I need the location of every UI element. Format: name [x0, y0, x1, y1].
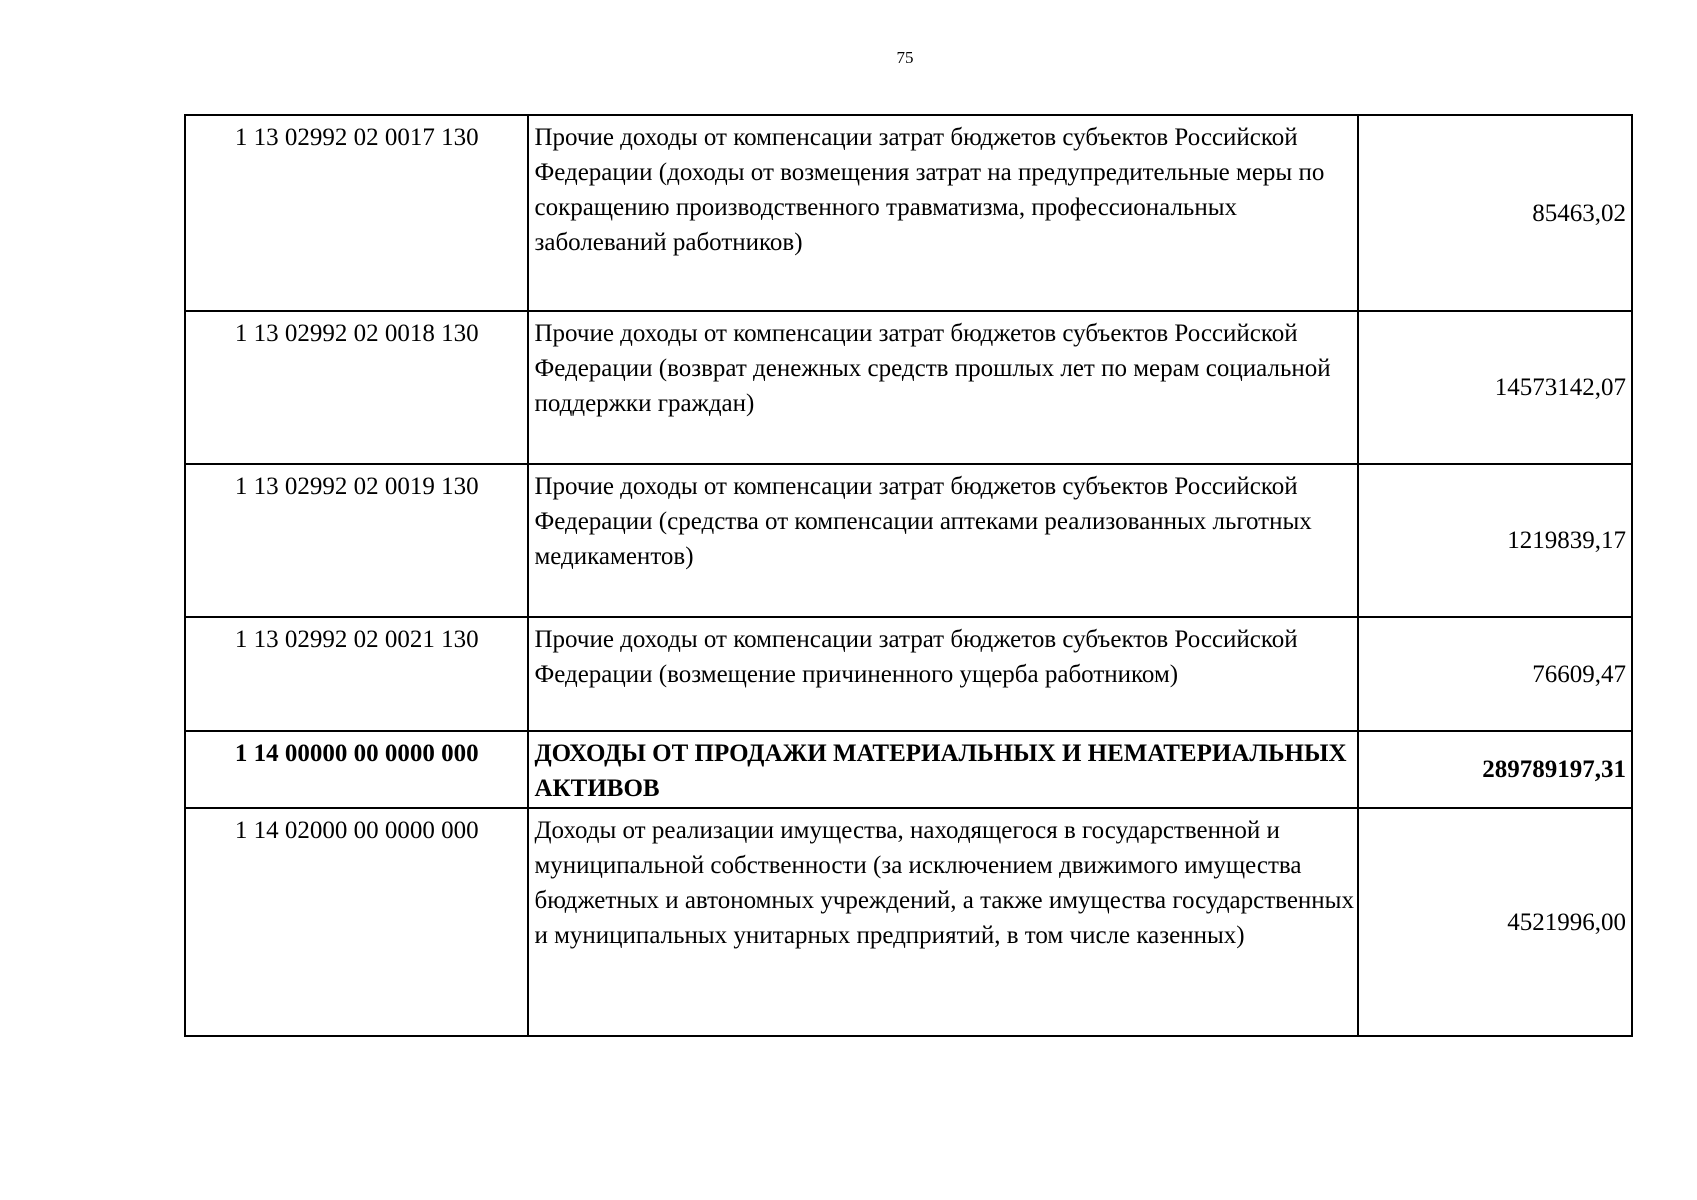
budget-code-cell: 1 13 02992 02 0021 130 — [185, 617, 528, 731]
budget-code-cell: 1 13 02992 02 0017 130 — [185, 115, 528, 311]
table-row-section-total — [185, 731, 1632, 808]
amount-cell: 289789197,31 — [1358, 731, 1632, 808]
table-row — [185, 464, 1632, 617]
page-number: 75 — [896, 48, 914, 67]
amount-cell: 76609,47 — [1358, 617, 1632, 731]
amount-cell: 4521996,00 — [1358, 808, 1632, 1036]
table-row — [185, 617, 1632, 731]
budget-code-cell: 1 13 02992 02 0018 130 — [185, 311, 528, 464]
table-row — [185, 808, 1632, 1036]
budget-code-cell: 1 14 00000 00 0000 000 — [185, 731, 528, 808]
table-row — [185, 311, 1632, 464]
revenue-table — [184, 114, 1633, 1037]
revenue-name-cell: Прочие доходы от компенсации затрат бюджетов субъектов Российской Федерации (средства от компенсации аптеками реализованных льготных медикаментов) — [528, 464, 1357, 617]
revenue-name-cell: Доходы от реализации имущества, находящегося в государственной и муниципальной собственности (за исключением движимого имущества бюджетных и автономных учреждений, а также имущества государственных и муниципальных унитарных предприятий, в том числе казенных) — [528, 808, 1357, 1036]
revenue-name-cell: ДОХОДЫ ОТ ПРОДАЖИ МАТЕРИАЛЬНЫХ И НЕМАТЕРИАЛЬНЫХ АКТИВОВ — [528, 731, 1357, 808]
amount-cell: 14573142,07 — [1358, 311, 1632, 464]
budget-code-cell: 1 13 02992 02 0019 130 — [185, 464, 528, 617]
revenue-name-cell: Прочие доходы от компенсации затрат бюджетов субъектов Российской Федерации (возврат денежных средств прошлых лет по мерам социальной поддержки граждан) — [528, 311, 1357, 464]
table-row — [185, 115, 1632, 311]
revenue-name-cell: Прочие доходы от компенсации затрат бюджетов субъектов Российской Федерации (доходы от возмещения затрат на предупредительные меры по сокращению производственного травматизма, профессиональных заболеваний работников) — [528, 115, 1357, 311]
revenue-name-cell: Прочие доходы от компенсации затрат бюджетов субъектов Российской Федерации (возмещение причиненного ущерба работником) — [528, 617, 1357, 731]
amount-cell: 85463,02 — [1358, 115, 1632, 311]
budget-code-cell: 1 14 02000 00 0000 000 — [185, 808, 528, 1036]
amount-cell: 1219839,17 — [1358, 464, 1632, 617]
